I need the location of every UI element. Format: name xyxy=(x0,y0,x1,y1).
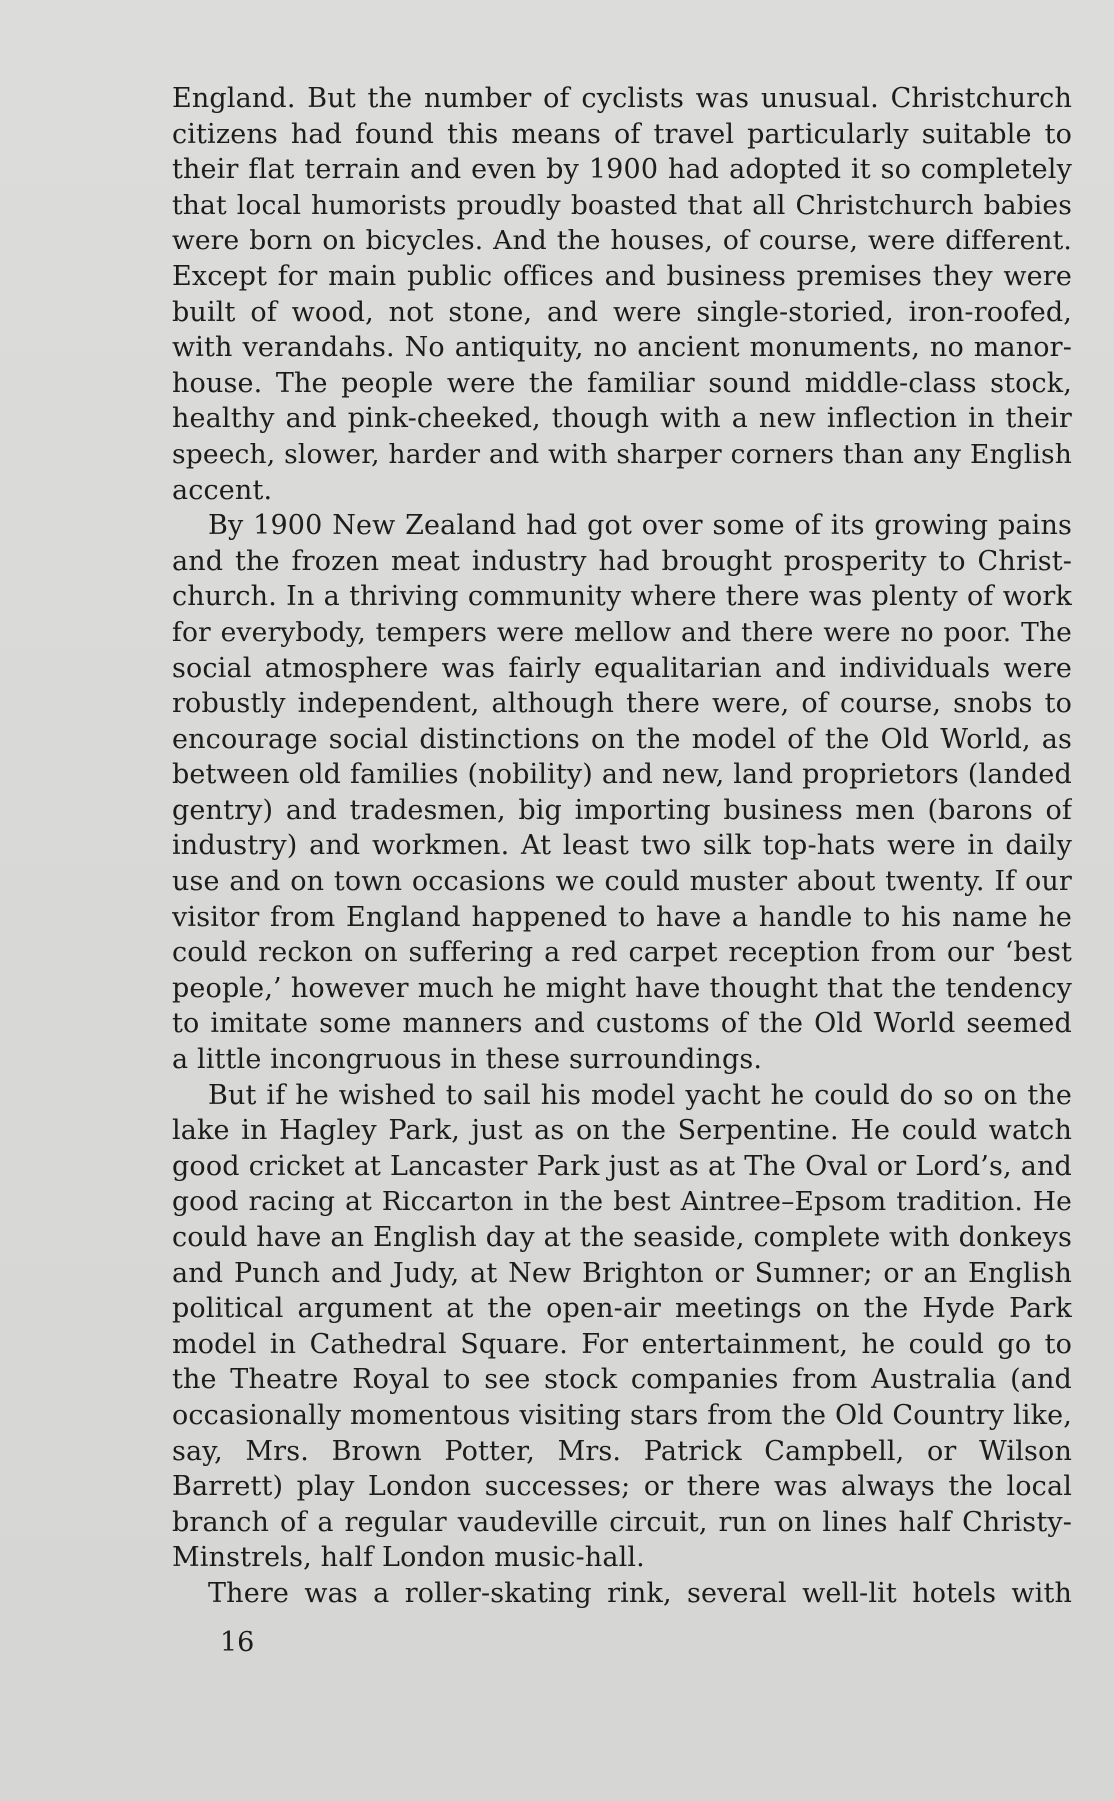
text-line: could have an English day at the seaside, complete with donkeys xyxy=(172,1222,1072,1253)
text-line: house. The people were the familiar sound middle-class stock, xyxy=(172,367,1072,399)
text-line: that local humorists proudly boasted that all Christchurch babies xyxy=(172,189,1072,221)
text-line: use and on town occasions we could muster about twenty. If our xyxy=(172,866,1072,898)
page-number: 16 xyxy=(220,1627,255,1658)
text-line: good cricket at Lancaster Park just as at The Oval or Lord’s, and xyxy=(172,1150,1072,1182)
text-line: to imitate some manners and customs of the Old World seemed xyxy=(172,1008,1072,1040)
paragraph xyxy=(172,1078,1072,1576)
text-line: industry) and workmen. At least two silk top-hats were in daily xyxy=(172,830,1072,862)
text-line: speech, slower, harder and with sharper corners than any English xyxy=(172,438,1072,470)
text-line: Minstrels, half London music-hall. xyxy=(172,1542,645,1574)
text-line: with verandahs. No antiquity, no ancient monuments, no manor- xyxy=(172,332,1072,364)
text-line: good racing at Riccarton in the best Aintree–Epsom tradition. He xyxy=(172,1186,1072,1218)
text-line: the Theatre Royal to see stock companies from Australia (and xyxy=(172,1364,1072,1396)
text-line: Except for main public offices and business premises they were xyxy=(172,260,1072,292)
text-line: could reckon on suffering a red carpet reception from our ‘best xyxy=(172,937,1072,969)
text-line: built of wood, not stone, and were single-storied, iron-roofed, xyxy=(172,296,1072,328)
text-line: visitor from England happened to have a handle to his name he xyxy=(172,901,1072,933)
text-line: model in Cathedral Square. For entertainment, he could go to xyxy=(172,1328,1072,1360)
paragraph xyxy=(172,508,1072,1078)
text-line: for everybody, tempers were mellow and there were no poor. The xyxy=(172,616,1072,648)
text-line: branch of a regular vaudeville circuit, run on lines half Christy- xyxy=(172,1506,1072,1538)
text-line: a little incongruous in these surroundings. xyxy=(172,1044,763,1076)
text-line: and the frozen meat industry had brought prosperity to Christ- xyxy=(172,545,1072,577)
text-line: encourage social distinctions on the model of the Old World, as xyxy=(172,723,1072,755)
body-text xyxy=(172,81,1072,1612)
text-line: healthy and pink-cheeked, though with a new inflection in their xyxy=(172,403,1072,435)
text-line: and Punch and Judy, at New Brighton or Sumner; or an English xyxy=(172,1257,1072,1289)
text-line: people,’ however much he might have thought that the tendency xyxy=(172,972,1072,1004)
text-line: political argument at the open-air meetings on the Hyde Park xyxy=(172,1293,1072,1325)
paragraph xyxy=(172,81,1072,508)
text-line: Barrett) play London successes; or there was always the local xyxy=(172,1471,1072,1503)
text-line: By 1900 New Zealand had got over some of its growing pains xyxy=(208,510,1072,542)
text-line: England. But the number of cyclists was unusual. Christchurch xyxy=(172,83,1072,114)
text-line: citizens had found this means of travel particularly suitable to xyxy=(172,118,1072,150)
text-line: robustly independent, although there were, of course, snobs to xyxy=(172,688,1072,720)
text-line: were born on bicycles. And the houses, of course, were different. xyxy=(172,225,1072,257)
paragraph xyxy=(172,1576,1072,1612)
text-line: But if he wished to sail his model yacht he could do so on the xyxy=(208,1079,1072,1111)
text-line: their flat terrain and even by 1900 had adopted it so completely xyxy=(172,154,1072,186)
text-line: occasionally momentous visiting stars from the Old Country like, xyxy=(172,1399,1072,1431)
text-line: between old families (nobility) and new, land proprietors (landed xyxy=(172,759,1072,791)
text-line: There was a roller-skating rink, several well-lit hotels with xyxy=(208,1577,1072,1609)
text-line: social atmosphere was fairly equalitarian and individuals were xyxy=(172,652,1072,684)
text-line: accent. xyxy=(172,474,273,506)
text-line: church. In a thriving community where there was plenty of work xyxy=(172,581,1072,613)
text-line: gentry) and tradesmen, big importing business men (barons of xyxy=(172,794,1072,826)
text-line: say, Mrs. Brown Potter, Mrs. Patrick Campbell, or Wilson xyxy=(172,1435,1072,1467)
text-line: lake in Hagley Park, just as on the Serpentine. He could watch xyxy=(172,1115,1072,1147)
